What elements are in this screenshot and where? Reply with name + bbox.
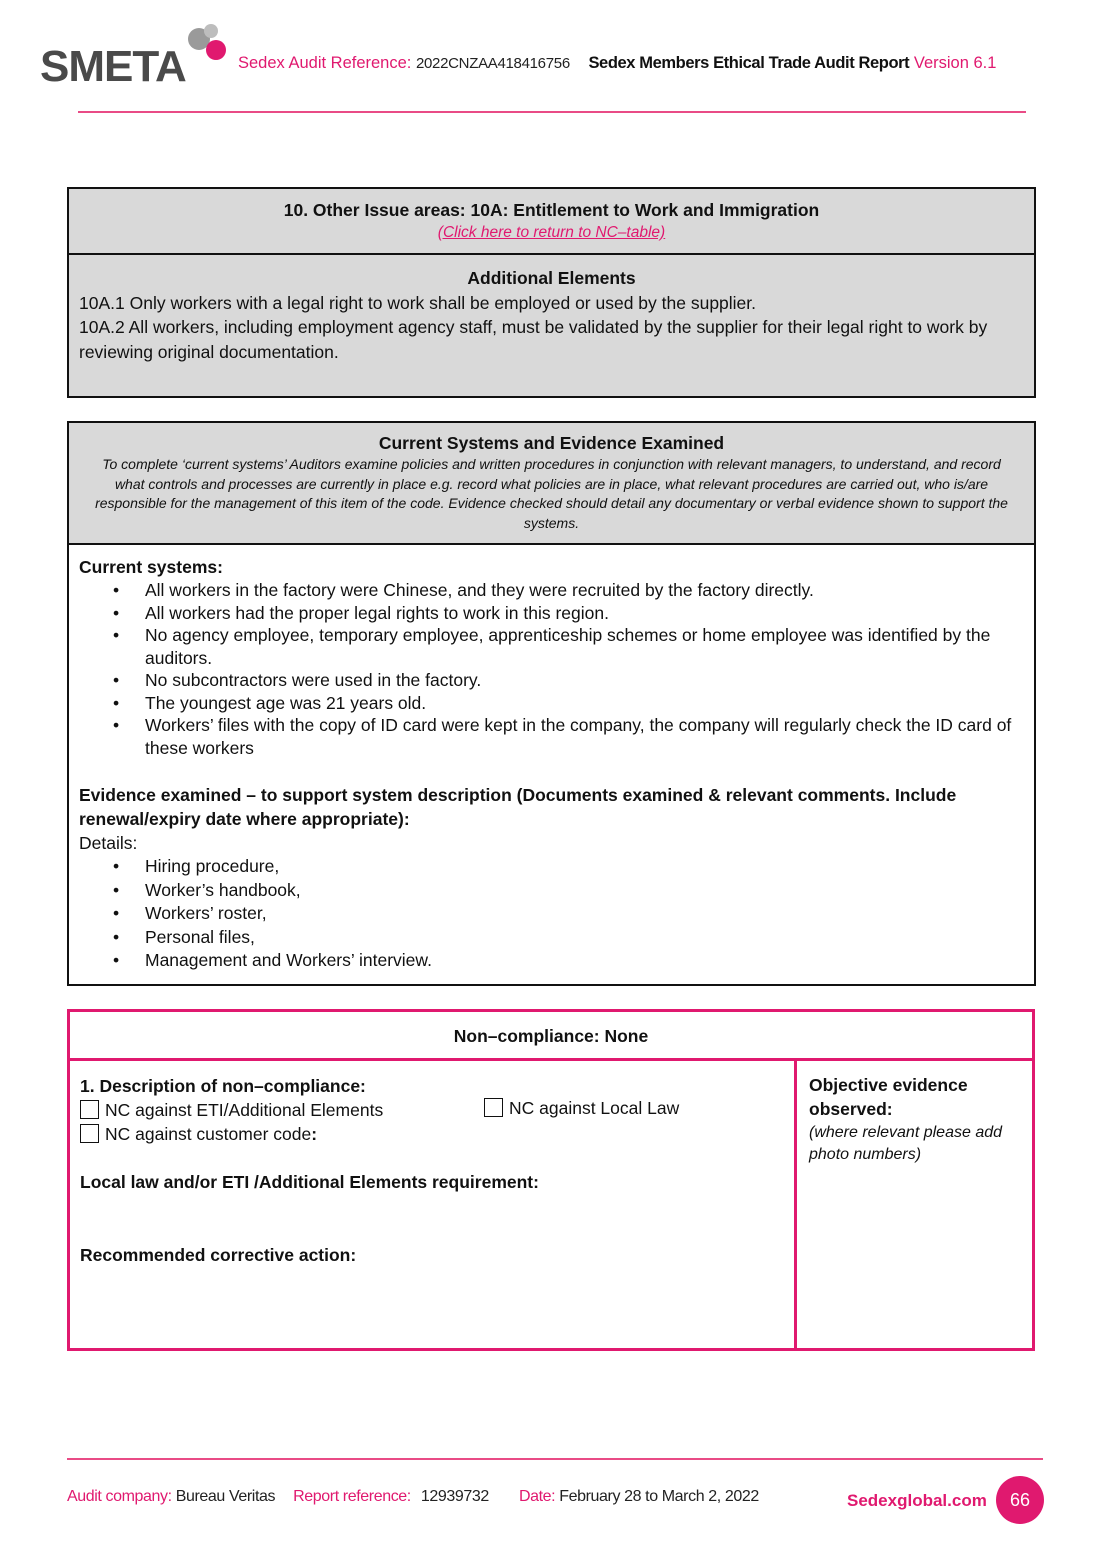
current-systems-list: [111, 579, 1024, 759]
logo-dot-icon: [206, 40, 226, 60]
nc-local-option: [484, 1098, 679, 1119]
evidence-list: [111, 855, 1024, 973]
local-law-label: Local law and/or ETI /Additional Elements requirement:: [80, 1172, 539, 1192]
noncompliance-box: [67, 1009, 1035, 1351]
page-footer: [67, 1488, 773, 1506]
report-version: Version 6.1: [913, 54, 997, 72]
list-item: • All workers in the factory were Chinese, and they were recruited by the factory directly.: [111, 579, 1024, 602]
list-item: • No agency employee, temporary employee, apprenticeship schemes or home employee was identified by the auditors.: [111, 624, 1024, 669]
date-value: February 28 to March 2, 2022: [559, 1488, 759, 1505]
nc-eti-label: NC against ETI/Additional Elements: [105, 1100, 384, 1120]
list-item: • Workers’ roster,: [111, 902, 1024, 926]
smeta-logo: [40, 22, 240, 91]
nc-customer-colon: :: [311, 1124, 318, 1144]
details-label: Details:: [79, 833, 138, 853]
list-item: • Workers’ files with the copy of ID card were kept in the company, the company will regularly check the ID card of these workers: [111, 714, 1024, 759]
sedex-website-link[interactable]: Sedexglobal.com: [847, 1491, 987, 1510]
current-systems-label: Current systems:: [79, 557, 223, 577]
logo-text: SMETA: [40, 42, 186, 91]
evidence-label: Evidence examined – to support system description (Documents examined & relevant comments. Include renewal/expiry date where appropriate):: [79, 785, 957, 829]
section-10a-box: [67, 187, 1036, 398]
additional-elements-title: Additional Elements: [467, 268, 636, 288]
nc-customer-option: [80, 1122, 794, 1146]
report-title: Sedex Members Ethical Trade Audit Report: [588, 54, 910, 72]
objective-evidence-title: Objective evidence observed:: [809, 1075, 968, 1119]
element-10a2: 10A.2 All workers, including employment agency staff, must be validated by the supplier for their legal right to work by reviewing original documentation.: [79, 317, 988, 362]
return-to-nc-table-link[interactable]: (Click here to return to NC–table): [437, 224, 666, 241]
list-item: • Personal files,: [111, 926, 1024, 950]
audit-ref-label: Sedex Audit Reference:: [238, 54, 412, 72]
corrective-action-label: Recommended corrective action:: [80, 1245, 357, 1265]
current-systems-header: [69, 423, 1034, 545]
additional-elements: [69, 255, 1034, 364]
noncompliance-description: [70, 1061, 797, 1348]
nc-local-checkbox[interactable]: [484, 1098, 503, 1117]
nc-local-label: NC against Local Law: [509, 1098, 680, 1118]
list-item: • Management and Workers’ interview.: [111, 949, 1024, 973]
logo-dot-icon: [204, 24, 218, 38]
header-divider: [78, 111, 1026, 113]
section-title: 10. Other Issue areas: 10A: Entitlement to Work and Immigration: [283, 200, 820, 220]
report-reference-value: 12939732: [420, 1488, 489, 1505]
date-label: Date:: [518, 1488, 556, 1505]
current-systems-description: To complete ‘current systems’ Auditors examine policies and written procedures in conjunction with relevant managers, to understand, and record what controls and processes are currently in place e.g. record what policies are in place, what relevant procedures are carried out, who is/are responsible for the management of this item of the code. Evidence checked should detail any documentary or verbal evidence shown to support the systems.: [95, 456, 1008, 531]
current-systems-box: [67, 421, 1036, 986]
list-item: • The youngest age was 21 years old.: [111, 692, 1024, 715]
nc-customer-checkbox[interactable]: [80, 1124, 99, 1143]
audit-ref-value: 2022CNZAA418416756: [415, 55, 570, 72]
list-item: • Hiring procedure,: [111, 855, 1024, 879]
current-systems-title: Current Systems and Evidence Examined: [378, 433, 725, 453]
list-item: • All workers had the proper legal rights to work in this region.: [111, 602, 1024, 625]
current-systems-body: [69, 545, 1034, 973]
report-reference-label: Report reference:: [293, 1488, 411, 1505]
audit-company-value: Bureau Veritas: [175, 1488, 276, 1505]
header-meta: [238, 54, 996, 73]
footer-divider: [67, 1458, 1043, 1460]
nc-customer-label: NC against customer code: [105, 1124, 312, 1144]
section-10a-header: [69, 189, 1034, 255]
nc-eti-checkbox[interactable]: [80, 1100, 99, 1119]
list-item: • No subcontractors were used in the factory.: [111, 669, 1024, 692]
list-item: • Worker’s handbook,: [111, 879, 1024, 903]
page-header: [40, 14, 1040, 91]
nc-eti-option: [80, 1098, 794, 1122]
noncompliance-title: Non–compliance: None: [70, 1012, 1032, 1061]
element-10a1: 10A.1 Only workers with a legal right to work shall be employed or used by the supplier.: [79, 292, 757, 313]
description-label: 1. Description of non–compliance:: [80, 1076, 366, 1096]
page-number: 66: [996, 1476, 1044, 1524]
audit-company-label: Audit company:: [67, 1488, 172, 1505]
objective-evidence-note: (where relevant please add photo numbers): [809, 1124, 1003, 1163]
objective-evidence: [800, 1061, 1032, 1348]
